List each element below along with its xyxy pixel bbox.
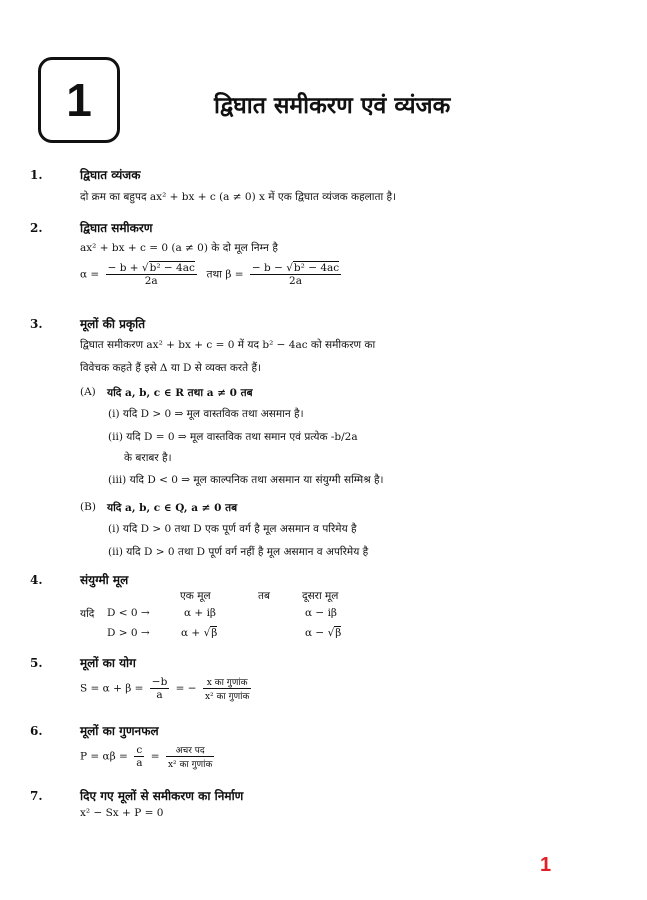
- section-3-a-condition: यदि a, b, c ∈ R तथा a ≠ 0 तब: [107, 387, 253, 399]
- conjugate-header-first-root: एक मूल: [180, 590, 211, 602]
- section-5-number: 5.: [30, 656, 43, 670]
- conjugate-row-2-second: α − √β: [305, 627, 342, 639]
- section-1-number: 1.: [30, 168, 43, 182]
- section-2-title: द्विघात समीकरण: [80, 221, 153, 235]
- section-4-number: 4.: [30, 573, 43, 587]
- section-3-a-iii: (iii) यदि D < 0 ⇒ मूल काल्पनिक तथा असमान या संयुग्मी सम्मिश्र है।: [108, 474, 384, 486]
- section-3-line-1: द्विघात समीकरण ax² + bx + c = 0 में यद b² − 4ac को समीकरण का: [80, 339, 376, 351]
- chapter-number-box: [38, 57, 120, 143]
- section-1-definition: दो क्रम का बहुपद ax² + bx + c (a ≠ 0) x में एक द्विघात व्यंजक कहलाता है।: [80, 191, 397, 203]
- chapter-number: 1: [66, 74, 92, 126]
- conjugate-yadi: यदि: [80, 608, 95, 620]
- section-3-line-2: विवेचक कहते हैं इसे Δ या D से व्यक्त करते हैं।: [80, 362, 262, 374]
- section-4-title: संयुग्मी मूल: [80, 573, 129, 587]
- conjugate-row-1-first: α + iβ: [184, 607, 216, 619]
- conjugate-row-2-condition: D > 0 →: [107, 627, 150, 639]
- section-3-b-ii: (ii) यदि D > 0 तथा D पूर्ण वर्ग नहीं है मूल असमान व अपरिमेय है: [108, 546, 369, 558]
- section-3-a-label: (A): [80, 386, 96, 398]
- section-6-number: 6.: [30, 724, 43, 738]
- equation-from-roots: x² − Sx + P = 0: [80, 807, 164, 819]
- section-3-number: 3.: [30, 317, 43, 331]
- section-3-b-condition: यदि a, b, c ∈ Q, a ≠ 0 तब: [107, 502, 238, 514]
- sum-of-roots-formula: S = α + β = $\frac{-b}{a}$ = − $\frac{\text{x का गुणांक}}{\text{x² का गुणांक}}$: [80, 676, 250, 702]
- section-2-equation: ax² + bx + c = 0 (a ≠ 0) के दो मूल निम्न है: [80, 242, 278, 254]
- section-7-title: दिए गए मूलों से समीकरण का निर्माण: [80, 789, 244, 803]
- beta-fraction: $\frac{\text{− b − √b² − 4ac}}{2a}$: [251, 262, 340, 287]
- section-2-roots-formula: α = $\frac{\text{− b + √b² − 4ac}}{2a}$ तथा β = $\frac{\text{− b − √b² − 4ac}}{2a}$: [80, 262, 340, 287]
- page-number: 1: [540, 854, 552, 876]
- conjugate-header-then: तब: [258, 590, 270, 602]
- section-3-b-label: (B): [80, 501, 96, 513]
- section-5-title: मूलों का योग: [80, 656, 136, 670]
- section-3-b-i: (i) यदि D > 0 तथा D एक पूर्ण वर्ग है मूल असमान व परिमेय है: [108, 523, 357, 535]
- product-of-roots-formula: P = αβ = $\frac{c}{a}$ = $\frac{\text{अचर पद}}{\text{x² का गुणांक}}$: [80, 744, 213, 770]
- conjugate-row-1-second: α − iβ: [305, 607, 337, 619]
- section-3-a-ii-2: के बराबर है।: [124, 452, 172, 464]
- section-3-a-i: (i) यदि D > 0 ⇒ मूल वास्तविक तथा असमान है।: [108, 408, 304, 420]
- conjugate-header-second-root: दूसरा मूल: [302, 590, 339, 602]
- alpha-fraction: $\frac{\text{− b + √b² − 4ac}}{2a}$: [107, 262, 195, 287]
- chapter-title: द्विघात समीकरण एवं व्यंजक: [214, 93, 451, 119]
- section-3-title: मूलों की प्रकृति: [80, 317, 146, 331]
- section-7-number: 7.: [30, 789, 43, 803]
- section-6-title: मूलों का गुणनफल: [80, 724, 159, 738]
- section-3-a-ii-1: (ii) यदि D = 0 ⇒ मूल वास्तविक तथा समान एवं प्रत्येक -b/2a: [108, 431, 358, 443]
- conjugate-row-1-condition: D < 0 →: [107, 607, 150, 619]
- section-1-title: द्विघात व्यंजक: [80, 168, 141, 182]
- conjugate-row-2-first: α + √β: [181, 627, 218, 639]
- section-2-number: 2.: [30, 221, 43, 235]
